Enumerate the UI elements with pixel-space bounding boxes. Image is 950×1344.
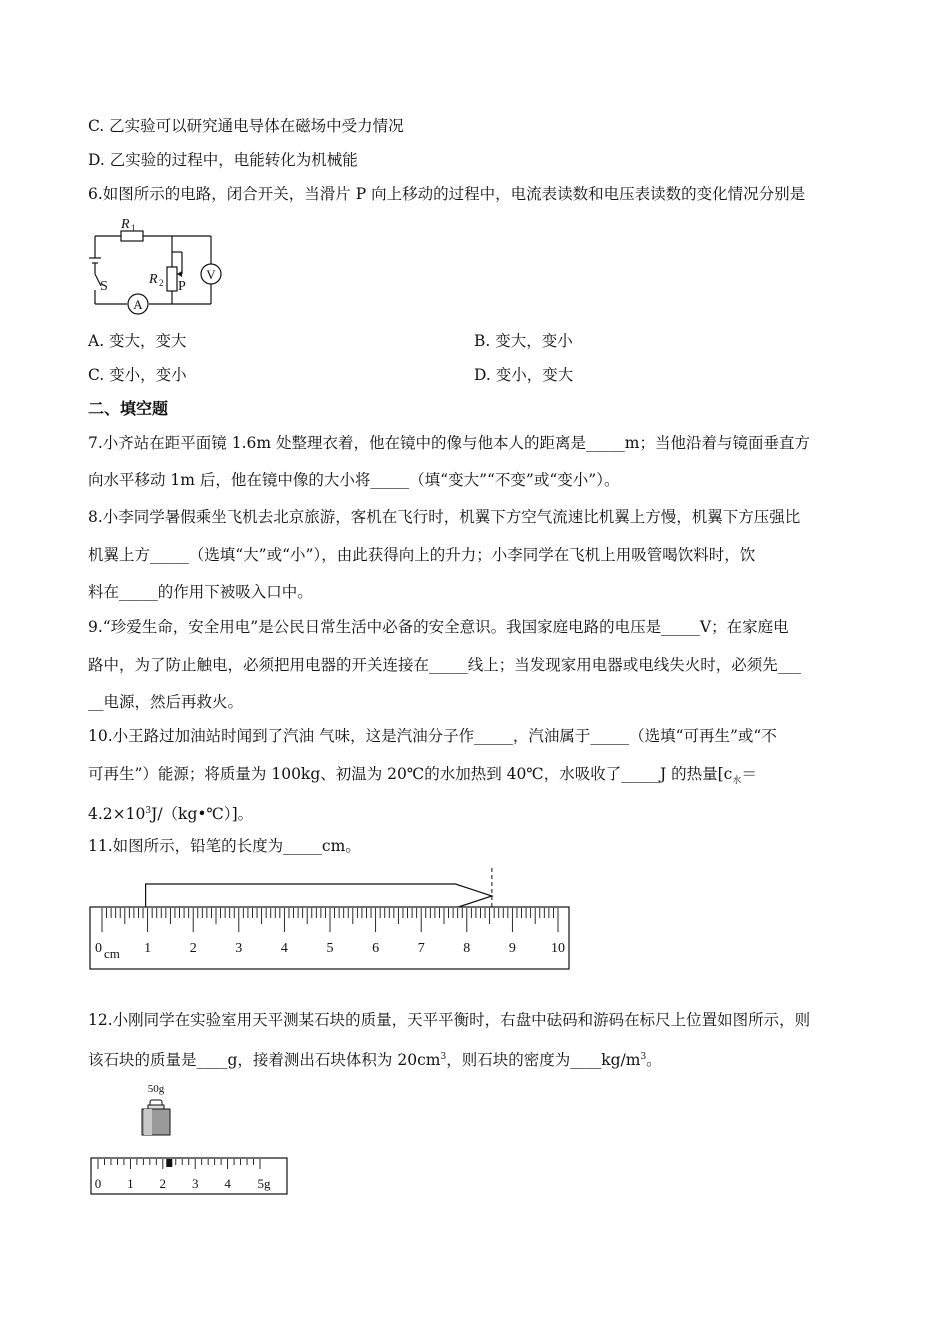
q7-line2: 向水平移动 1m 后，他在镜中像的大小将_____（填“变大”“不变”或“变小”）。 [88, 471, 620, 489]
scale-label: 0 [94, 1176, 102, 1191]
q9-line3: __电源，然后再救火。 [88, 693, 244, 711]
ruler-label: 6 [372, 941, 380, 956]
q8-line3: 料在_____的作用下被吸入口中。 [88, 583, 313, 601]
ruler-unit: cm [104, 946, 120, 961]
r2-sub: 2 [159, 278, 164, 288]
q10-line2: 可再生”）能源；将质量为 100kg、初温为 20℃的水加热到 40℃，水吸收了_____J 的热量[$c_水=$ [88, 765, 757, 787]
circuit-diagram [85, 212, 230, 316]
ruler-label: 2 [189, 941, 197, 956]
ruler-figure [88, 866, 573, 974]
q6-stem: 6.如图所示的电路，闭合开关，当滑片 P 向上移动的过程中，电流表读数和电压表读数的变化情况分别是 [88, 185, 806, 203]
pencil [146, 884, 492, 908]
q10-line1: 10.小王路过加油站时闻到了汽油 气味，这是汽油分子作_____，汽油属于_____（选填“可再生”或“不 [88, 727, 777, 745]
switch-label: S [100, 279, 108, 294]
q6-option-a: A. 变大，变大 [88, 332, 187, 350]
q9-line1: 9.“珍爱生命，安全用电”是公民日常生活中必备的安全意识。我国家庭电路的电压是_____V；在家庭电 [88, 618, 789, 636]
weight-icon [142, 1100, 170, 1135]
r1-sub: 1 [131, 223, 136, 233]
ruler-label: 4 [280, 941, 288, 956]
section-title: 二、填空题 [88, 399, 169, 418]
scale-label: 5g [257, 1176, 271, 1191]
option-d-prev: D. 乙实验的过程中，电能转化为机械能 [88, 151, 358, 169]
q6-option-d: D. 变小，变大 [474, 366, 574, 384]
ruler-body [90, 907, 569, 969]
q7-line1: 7.小齐站在距平面镜 1.6m 处整理衣着，他在镜中的像与他本人的距离是_____m；当他沿着与镜面垂直方 [88, 434, 810, 452]
scale-label: 2 [159, 1176, 167, 1191]
ruler-label: 1 [144, 941, 152, 956]
balance-scale-figure [90, 1156, 290, 1198]
q11-stem: 11.如图所示，铅笔的长度为_____cm。 [88, 837, 361, 855]
ruler-label: 5 [326, 941, 334, 956]
ruler-label: 10 [551, 941, 565, 956]
ruler-label: 7 [417, 941, 425, 956]
weight-label: 50g [147, 1083, 165, 1095]
option-c-prev: C. 乙实验可以研究通电导体在磁场中受力情况 [88, 117, 404, 135]
slider-label: P [178, 279, 186, 294]
voltmeter-label: V [206, 267, 216, 282]
q12-line1: 12.小刚同学在实验室用天平测某石块的质量，天平平衡时，右盘中砝码和游码在标尺上位置如图所示，则 [88, 1011, 811, 1029]
q8-line1: 8.小李同学暑假乘坐飞机去北京旅游，客机在飞行时，机翼下方空气流速比机翼上方慢，机翼下方压强比 [88, 508, 801, 526]
q6-option-c: C. 变小，变小 [88, 366, 187, 384]
rider [166, 1159, 172, 1167]
ammeter-label: A [133, 297, 143, 312]
q6-option-b: B. 变大，变小 [474, 332, 573, 350]
q9-line2: 路中，为了防止触电，必须把用电器的开关连接在_____线上；当发现家用电器或电线失火时，必须先___ [88, 656, 802, 674]
scale-label: 1 [127, 1176, 134, 1191]
ruler-label: 0 [95, 941, 102, 956]
rheostat-r2 [167, 267, 177, 291]
q12-line2: 该石块的质量是____g，接着测出石块体积为 $20cm^3$，则石块的密度为$\_\_\_\_kg/m^3$。 [88, 1051, 662, 1070]
r1-label: R [121, 217, 130, 232]
ruler-label: 3 [235, 941, 243, 956]
q10-line3: $4.2\times 10^3J/(kg•℃)$]。 [88, 805, 254, 824]
weight-figure [136, 1080, 176, 1140]
ruler-label: 8 [463, 941, 471, 956]
q8-line2: 机翼上方_____（选填“大”或“小”），由此获得向上的升力；小李同学在飞机上用吸管喝饮料时，饮 [88, 546, 756, 564]
scale-label: 4 [224, 1176, 231, 1191]
scale-label: 3 [191, 1176, 199, 1191]
ruler-label: 9 [508, 941, 516, 956]
r2-label: R [149, 272, 158, 287]
